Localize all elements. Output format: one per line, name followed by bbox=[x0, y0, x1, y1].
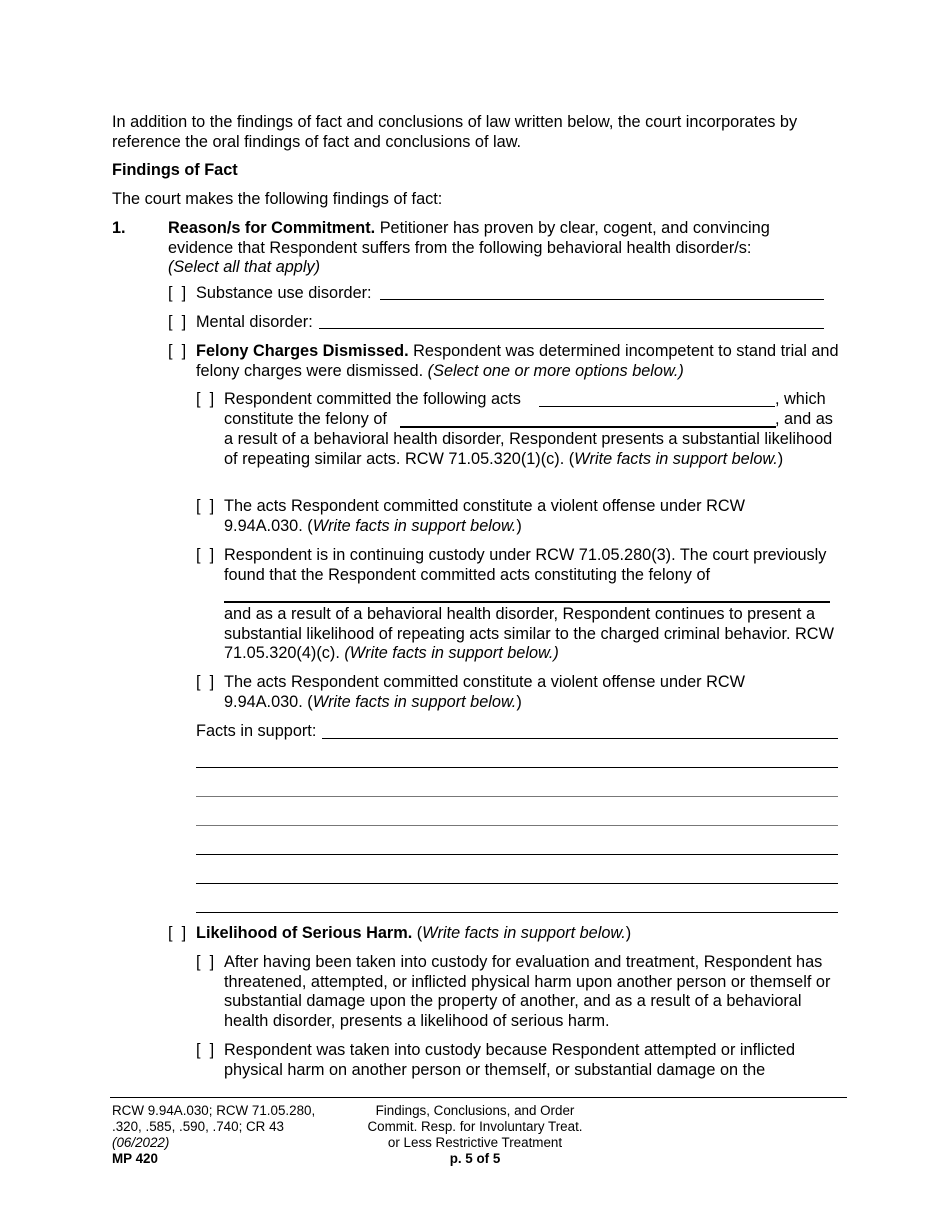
opt-d-text: The acts Respondent committed constitute a violent offense under RCW 9.94A.030. ( bbox=[224, 673, 745, 711]
facts-line[interactable] bbox=[196, 796, 838, 797]
footer-left-1: RCW 9.94A.030; RCW 71.05.280, bbox=[112, 1103, 316, 1118]
footer-center-1: Findings, Conclusions, and Order bbox=[375, 1103, 575, 1118]
opt-a-line1-end: , which bbox=[775, 390, 826, 408]
opt-b-italic: Write facts in support below. bbox=[312, 516, 517, 535]
footer-page-number: p. 5 of 5 bbox=[449, 1151, 501, 1166]
opt-b-close: ) bbox=[516, 516, 522, 535]
item-number: 1. bbox=[112, 219, 126, 237]
facts-line[interactable] bbox=[196, 912, 838, 913]
footer-form-number: MP 420 bbox=[112, 1151, 158, 1166]
opt-d-paragraph bbox=[224, 673, 784, 712]
sh-b-text: Respondent was taken into custody because Respondent attempted or inflicted physical harm on another person or themself, or substantial damage on the bbox=[224, 1041, 796, 1079]
sh-a-checkbox[interactable]: [ ] bbox=[196, 953, 215, 971]
felony-paragraph bbox=[196, 342, 846, 381]
footer-rule bbox=[110, 1097, 847, 1098]
footer-left-2: .320, .585, .590, .740; CR 43 bbox=[112, 1119, 284, 1134]
footer-center-3: or Less Restrictive Treatment bbox=[387, 1135, 563, 1150]
substance-checkbox[interactable]: [ ] bbox=[168, 284, 187, 302]
sh-b-checkbox[interactable]: [ ] bbox=[196, 1041, 215, 1059]
facts-line[interactable] bbox=[196, 883, 838, 884]
facts-input-line[interactable] bbox=[322, 738, 838, 739]
opt-c-cont bbox=[224, 605, 842, 664]
findings-heading: Findings of Fact bbox=[112, 161, 238, 179]
findings-lead: The court makes the following findings of fact: bbox=[112, 190, 443, 208]
opt-c-checkbox[interactable]: [ ] bbox=[196, 546, 215, 564]
substance-label: Substance use disorder: bbox=[196, 284, 372, 302]
item1-note: (Select all that apply) bbox=[168, 258, 321, 276]
opt-a-acts-input-line[interactable] bbox=[539, 406, 775, 407]
opt-d-checkbox[interactable]: [ ] bbox=[196, 673, 215, 691]
opt-a-rest-close: ) bbox=[777, 449, 784, 468]
opt-c-cont-italic: (Write facts in support below.) bbox=[344, 644, 559, 662]
item1-paragraph bbox=[168, 219, 808, 278]
opt-b-paragraph bbox=[224, 497, 784, 536]
footer-left-3: (06/2022) bbox=[112, 1135, 170, 1150]
opt-b-checkbox[interactable]: [ ] bbox=[196, 497, 215, 515]
serious-harm-italic: Write facts in support below. bbox=[422, 924, 626, 942]
opt-a-line1-start: Respondent committed the following acts bbox=[224, 390, 521, 408]
item1-text: Petitioner has proven by clear, cogent, and convincing evidence that Respondent suffers from the following behavioral health disorder/s: bbox=[168, 219, 770, 257]
opt-c-felony-input-line[interactable] bbox=[224, 601, 830, 603]
felony-text: Respondent was determined incompetent to stand trial and felony charges were dismissed. bbox=[196, 342, 839, 380]
serious-harm-heading bbox=[196, 924, 631, 944]
serious-harm-close: ) bbox=[625, 924, 632, 942]
opt-a-line2-start: constitute the felony of bbox=[224, 410, 387, 428]
substance-input-line[interactable] bbox=[380, 299, 824, 300]
mental-input-line[interactable] bbox=[319, 328, 824, 329]
opt-a-line2-end: , and as bbox=[775, 410, 833, 428]
facts-line[interactable] bbox=[196, 767, 838, 768]
facts-label: Facts in support: bbox=[196, 722, 317, 740]
mental-checkbox[interactable]: [ ] bbox=[168, 313, 187, 331]
opt-a-rest-text: a result of a behavioral health disorder, Respondent presents a substantial likelihood of repeating similar acts. RCW 71.05.320(1)(c). ( bbox=[224, 430, 833, 468]
felony-note: (Select one or more options below.) bbox=[427, 361, 684, 380]
mental-label: Mental disorder: bbox=[196, 313, 313, 331]
item1-title: Reason/s for Commitment. bbox=[168, 219, 376, 237]
facts-line[interactable] bbox=[196, 825, 838, 826]
opt-a-checkbox[interactable]: [ ] bbox=[196, 390, 215, 408]
footer-center-2: Commit. Resp. for Involuntary Treat. bbox=[367, 1119, 583, 1134]
opt-c-cont-text: and as a result of a behavioral health disorder, Respondent continues to present a substantial likelihood of repeating acts similar to the charged criminal behavior. RCW 71.05.320(4)(c). bbox=[224, 605, 834, 662]
opt-d-close: ) bbox=[516, 692, 522, 711]
opt-b-text: The acts Respondent committed constitute a violent offense under RCW 9.94A.030. ( bbox=[224, 497, 745, 535]
felony-title: Felony Charges Dismissed. bbox=[196, 342, 409, 360]
sh-a-text: After having been taken into custody for evaluation and treatment, Respondent has threatened, attempted, or inflicted physical harm upon another person or themself or substantial damage upon the property of another, and as a result of a behavioral health disorder, presents a likelihood of serious harm. bbox=[224, 953, 831, 1030]
opt-a-rest bbox=[224, 430, 844, 469]
opt-a-rest-italic: Write facts in support below. bbox=[574, 449, 778, 468]
intro-paragraph: In addition to the findings of fact and conclusions of law written below, the court incorporates by reference the oral findings of fact and conclusions of law. bbox=[112, 113, 798, 151]
opt-c-text: Respondent is in continuing custody under RCW 71.05.280(3). The court previously found that the Respondent committed acts constituting the felony of bbox=[224, 546, 827, 584]
felony-checkbox[interactable]: [ ] bbox=[168, 342, 187, 360]
serious-harm-title: Likelihood of Serious Harm. bbox=[196, 924, 413, 942]
opt-d-italic: Write facts in support below. bbox=[312, 692, 517, 711]
facts-line[interactable] bbox=[196, 854, 838, 855]
serious-harm-checkbox[interactable]: [ ] bbox=[168, 924, 187, 942]
opt-a-felony-input-line[interactable] bbox=[400, 426, 776, 428]
serious-harm-open: ( bbox=[412, 924, 423, 942]
